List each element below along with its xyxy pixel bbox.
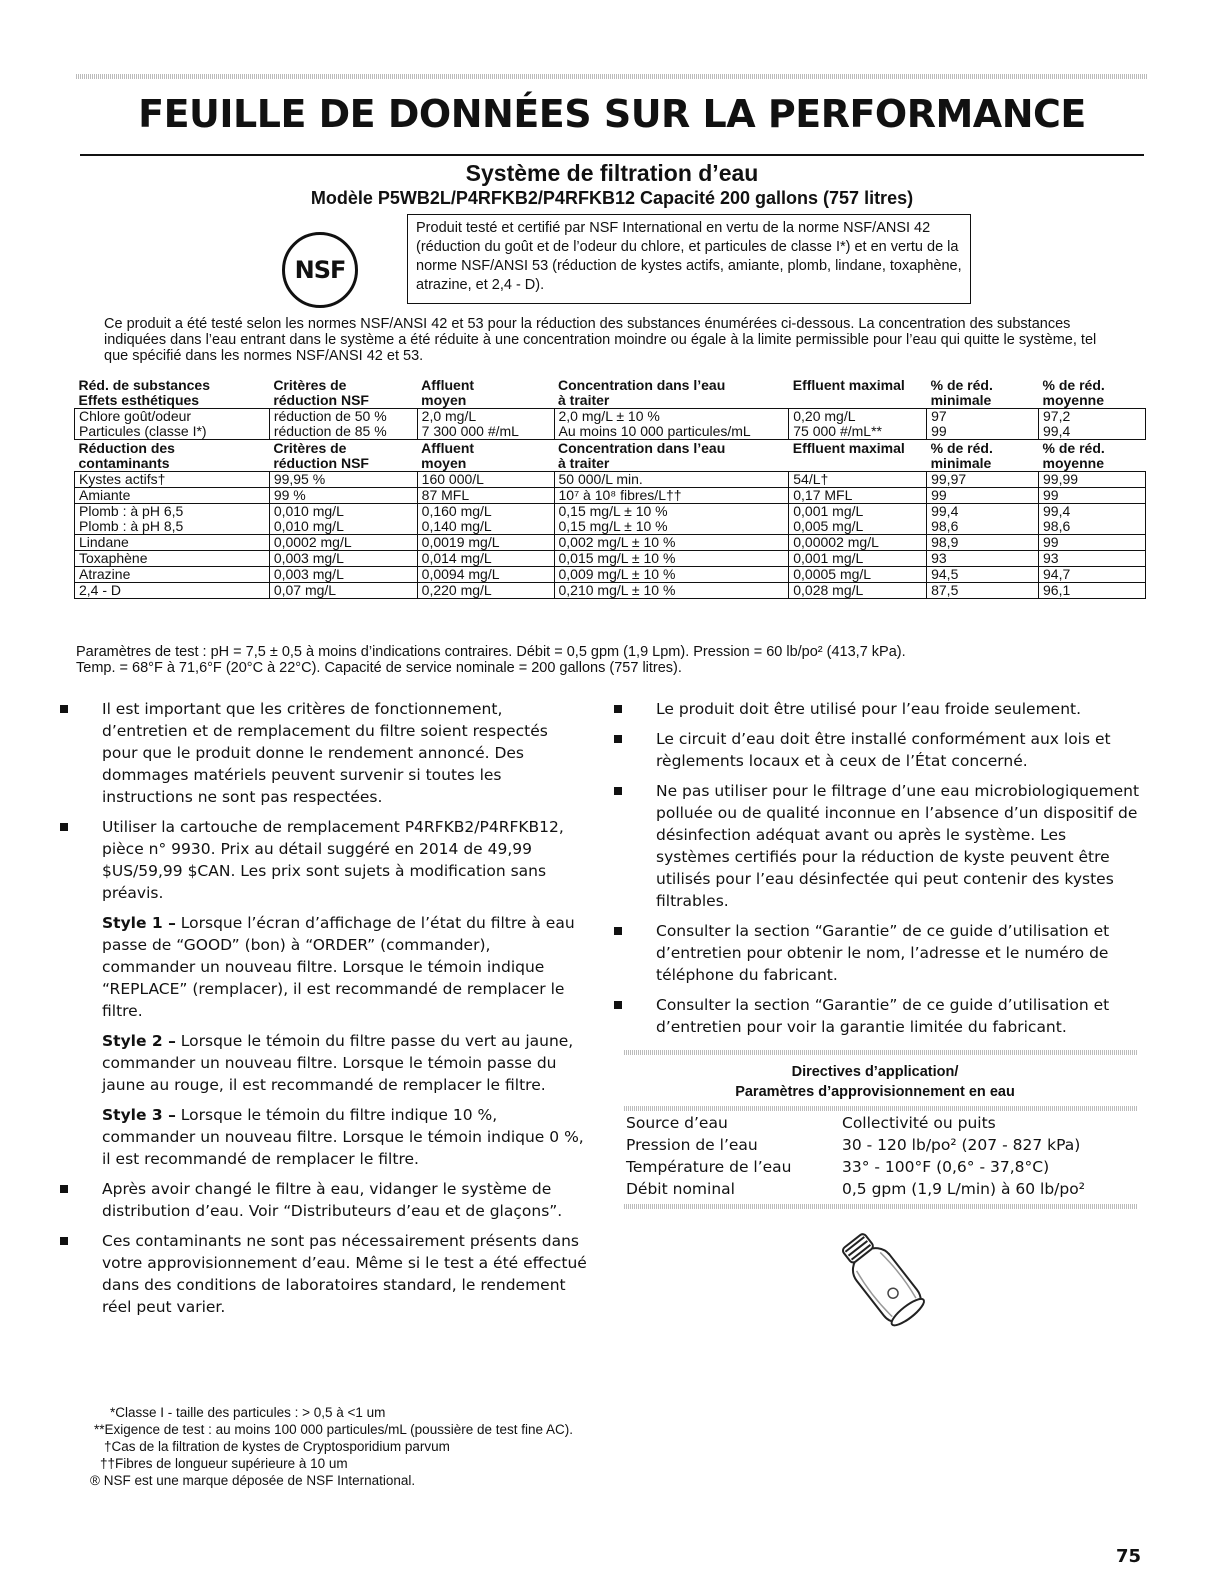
table-cell: 0,0019 mg/L: [417, 535, 554, 551]
directive-value: 30 - 120 lb/po² (207 - 827 kPa): [842, 1136, 1081, 1154]
table-header-cell: Effluent maximal: [792, 377, 905, 393]
table-row: [75, 567, 1146, 583]
table-cell: 0,010 mg/L 0,010 mg/L: [269, 504, 417, 535]
table-header-cell: % de réd. minimale: [930, 377, 993, 408]
table-header-row: [75, 440, 1146, 472]
bullet-icon: [60, 823, 68, 831]
style-text: Lorsque l’écran d’affichage de l’état du filtre à eau passe de “GOOD” (bon) à “ORDER” (commander), commander un nouveau filtre. Lorsque le témoin indique “REPLACE” (remplacer), il est recommandé de remplacer le filtre.: [102, 914, 575, 1020]
bullet-icon: [614, 1001, 622, 1009]
style-2-paragraph: [102, 1030, 588, 1096]
table-cell: 0,001 mg/L 0,005 mg/L: [789, 504, 927, 535]
table-header-cell: Concentration dans l’eau à traiter: [558, 377, 726, 408]
table-header-cell: Réd. de substances Effets esthétiques: [78, 377, 210, 408]
footnote: *Classe I - taille des particules : > 0,5 à <1 um: [110, 1405, 386, 1420]
directives-table: [626, 1112, 1085, 1200]
table-cell: 10⁷ à 10⁸ fibres/L††: [554, 488, 789, 504]
footnote: **Exigence de test : au moins 100 000 particules/mL (poussière de test fine AC).: [94, 1422, 574, 1437]
table-row: [75, 583, 1146, 599]
model-line: Modèle P5WB2L/P4RFKB2/P4RFKB12 Capacité 200 gallons (757 litres): [310, 188, 914, 208]
test-parameters: [76, 644, 1136, 676]
table-header-cell: Effluent maximal: [792, 440, 905, 456]
directive-label: Débit nominal: [626, 1180, 735, 1198]
table-cell: 0,0094 mg/L: [417, 567, 554, 583]
section-subtitle: Système de filtration d’eau: [465, 160, 759, 186]
table-header-cell: % de réd. moyenne: [1042, 440, 1105, 471]
table-cell: réduction de 50 % réduction de 85 %: [269, 409, 417, 440]
table-cell: Atrazine: [75, 567, 270, 583]
list-item-text: Consulter la section “Garantie” de ce guide d’utilisation et d’entretien pour voir la garantie limitée du fabricant.: [656, 996, 1110, 1036]
list-item: [60, 1178, 588, 1222]
table-cell: 0,17 MFL: [789, 488, 927, 504]
directives-row: [626, 1134, 1085, 1156]
table-cell: Chlore goût/odeur Particules (classe I*): [75, 409, 270, 440]
performance-table-body: [75, 377, 1146, 599]
table-cell: 2,0 mg/L 7 300 000 #/mL: [417, 409, 554, 440]
table-cell: 97 99: [927, 409, 1039, 440]
intro-paragraph: Ce produit a été testé selon les normes NSF/ANSI 42 et 53 pour la réduction des substances énumérées ci-dessous. La concentration des substances indiquées dans l’eau entrant dans le système a été réduite à une concentration moindre ou égale à la limite permissible pour l’eau qui quitte le système, tel que spécifié dans les normes NSF/ANSI 42 et 53.: [104, 316, 1097, 364]
table-cell: 87 MFL: [417, 488, 554, 504]
list-item: [614, 994, 1144, 1038]
table-cell: 0,220 mg/L: [417, 583, 554, 599]
list-item-text: Ces contaminants ne sont pas nécessairement présents dans votre approvisionnement d’eau. Même si le test a été effectué dans des conditions de laboratoires standard, le rendement réel peut varier.: [102, 1232, 587, 1316]
table-cell: 0,028 mg/L: [789, 583, 927, 599]
performance-table: [74, 377, 1146, 599]
table-cell: 93: [927, 551, 1039, 567]
table-row: [75, 504, 1146, 535]
list-item-text: Après avoir changé le filtre à eau, vidanger le système de distribution d’eau. Voir “Distributeurs d’eau et de glaçons”.: [102, 1180, 563, 1220]
table-cell: Lindane: [75, 535, 270, 551]
table-cell: Toxaphène: [75, 551, 270, 567]
footnote: †Cas de la filtration de kystes de Cryptosporidium parvum: [104, 1439, 450, 1454]
list-item: [614, 920, 1144, 986]
left-column: [60, 698, 588, 1326]
nsf-logo-icon: [282, 232, 358, 308]
top-dotted-rule: [76, 74, 1148, 79]
table-cell: Kystes actifs†: [75, 472, 270, 488]
directive-label: Pression de l’eau: [626, 1136, 758, 1154]
table-cell: 94,5: [927, 567, 1039, 583]
table-cell: Amiante: [75, 488, 270, 504]
test-params-line: Paramètres de test : pH = 7,5 ± 0,5 à moins d’indications contraires. Débit = 0,5 gpm (1,9 Lpm). Pression = 60 lb/po² (413,7 kPa).: [76, 644, 906, 660]
style-3-paragraph: [102, 1104, 588, 1170]
table-cell: 0,15 mg/L ± 10 % 0,15 mg/L ± 10 %: [554, 504, 789, 535]
table-cell: 99,4 98,6: [927, 504, 1039, 535]
list-item-text: Le circuit d’eau doit être installé conformément aux lois et règlements locaux et à ceux de l’État concerné.: [656, 730, 1111, 770]
directives-table-body: [626, 1112, 1085, 1200]
list-item: [60, 1230, 588, 1318]
table-cell: 0,014 mg/L: [417, 551, 554, 567]
table-cell: 99,95 %: [269, 472, 417, 488]
bullet-icon: [60, 1237, 68, 1245]
table-header-cell: Réduction des contaminants: [78, 440, 175, 471]
footnote: ††Fibres de longueur supérieure à 10 um: [100, 1456, 348, 1471]
list-item: [614, 698, 1144, 720]
directive-value: Collectivité ou puits: [842, 1114, 996, 1132]
table-header-cell: Concentration dans l’eau à traiter: [558, 440, 726, 471]
table-cell: 160 000/L: [417, 472, 554, 488]
table-cell: 50 000/L min.: [554, 472, 789, 488]
table-cell: 0,210 mg/L ± 10 %: [554, 583, 789, 599]
table-header-cell: Affluent moyen: [421, 440, 475, 471]
table-cell: 99,97: [927, 472, 1039, 488]
list-item-text: Le produit doit être utilisé pour l’eau froide seulement.: [656, 700, 1082, 718]
list-item-text: Utiliser la cartouche de remplacement P4RFKB2/P4RFKB12, pièce n° 9930. Prix au détail suggéré en 2014 de 49,99 $US/59,99 $CAN. Les prix sont sujets à modification sans préavis.: [102, 818, 564, 902]
table-header-row: [75, 377, 1146, 409]
table-cell: 94,7: [1039, 567, 1146, 583]
table-cell: 0,20 mg/L 75 000 #/mL**: [789, 409, 927, 440]
bullet-icon: [614, 705, 622, 713]
nsf-certification-box: Produit testé et certifié par NSF International en vertu de la norme NSF/ANSI 42 (réduction du goût et de l’odeur du chlore, et particules de classe I*) et en vertu de la norme NSF/ANSI 53 (réduction de kystes actifs, amiante, plomb, lindane, toxaphène, atrazine, et 2,4 - D).: [407, 214, 971, 304]
title-rule: [80, 154, 1144, 156]
directives-title-line: Directives d’application/: [791, 1064, 959, 1080]
table-cell: 99: [927, 488, 1039, 504]
directive-value: 0,5 gpm (1,9 L/min) à 60 lb/po²: [842, 1180, 1085, 1198]
table-cell: Plomb : à pH 6,5 Plomb : à pH 8,5: [75, 504, 270, 535]
list-item: [60, 698, 588, 808]
table-header-cell: Critères de réduction NSF: [273, 440, 369, 471]
table-cell: 0,07 mg/L: [269, 583, 417, 599]
style-label: Style 1 –: [102, 914, 176, 932]
list-item: [60, 816, 588, 904]
table-header-cell: % de réd. minimale: [930, 440, 993, 471]
water-filter-cartridge-icon: [818, 1222, 948, 1342]
footnote: ® NSF est une marque déposée de NSF International.: [90, 1473, 416, 1488]
nsf-logo-text: NSF: [294, 256, 346, 284]
table-cell: 2,0 mg/L ± 10 % Au moins 10 000 particules/mL: [554, 409, 789, 440]
directives-title-line: Paramètres d’approvisionnement en eau: [735, 1084, 1015, 1100]
table-cell: 54/L†: [789, 472, 927, 488]
table-cell: 99,99: [1039, 472, 1146, 488]
directives-row: [626, 1178, 1085, 1200]
table-header-cell: Affluent moyen: [421, 377, 475, 408]
directives-row: [626, 1156, 1085, 1178]
table-cell: 0,00002 mg/L: [789, 535, 927, 551]
directives-bottom-rule: [624, 1204, 1138, 1209]
table-cell: 93: [1039, 551, 1146, 567]
bullet-icon: [614, 735, 622, 743]
directives-row: [626, 1112, 1085, 1134]
directives-top-rule: [624, 1050, 1138, 1055]
table-cell: 99,4 98,6: [1039, 504, 1146, 535]
style-1-paragraph: [102, 912, 588, 1022]
table-cell: 0,015 mg/L ± 10 %: [554, 551, 789, 567]
bullet-icon: [60, 1185, 68, 1193]
list-item-text: Consulter la section “Garantie” de ce guide d’utilisation et d’entretien pour obtenir le nom, l’adresse et le numéro de téléphone du fabricant.: [656, 922, 1110, 984]
directives-title: [620, 1062, 1130, 1102]
footnotes: [90, 1404, 573, 1489]
style-label: Style 2 –: [102, 1032, 176, 1050]
table-cell: 99: [1039, 488, 1146, 504]
table-cell: 97,2 99,4: [1039, 409, 1146, 440]
table-cell: 98,9: [927, 535, 1039, 551]
table-cell: 0,003 mg/L: [269, 567, 417, 583]
style-text: Lorsque le témoin du filtre passe du vert au jaune, commander un nouveau filtre. Lorsque le témoin passe du jaune au rouge, il est recommandé de remplacer le filtre.: [102, 1032, 574, 1094]
bullet-icon: [614, 927, 622, 935]
page-title: FEUILLE DE DONNÉES SUR LA PERFORMANCE: [138, 92, 1086, 136]
list-item: [614, 780, 1144, 912]
style-text: Lorsque le témoin du filtre indique 10 %, commander un nouveau filtre. Lorsque le témoin indique 0 %, il est recommandé de remplacer le filtre.: [102, 1106, 584, 1168]
list-item-text: Ne pas utiliser pour le filtrage d’une eau microbiologiquement polluée ou de qualité inconnue en l’absence d’un dispositif de désinfection adéquat avant ou après le système. Les systèmes certifiés pour la réduction de kyste peuvent être utilisés pour l’eau désinfectée qui peut contenir des kystes filtrables.: [656, 782, 1140, 910]
table-cell: 0,0005 mg/L: [789, 567, 927, 583]
directive-value: 33° - 100°F (0,6° - 37,8°C): [842, 1158, 1050, 1176]
table-header-cell: % de réd. moyenne: [1042, 377, 1105, 408]
table-cell: 99: [1039, 535, 1146, 551]
style-label: Style 3 –: [102, 1106, 176, 1124]
table-cell: 0,160 mg/L 0,140 mg/L: [417, 504, 554, 535]
list-item-text: Il est important que les critères de fonctionnement, d’entretien et de remplacement du filtre soient respectés pour que le produit donne le rendement annoncé. Des dommages matériels peuvent survenir si toutes les instructions ne sont pas respectées.: [102, 700, 548, 806]
table-header-cell: Critères de réduction NSF: [273, 377, 369, 408]
table-row: [75, 472, 1146, 488]
table-cell: 2,4 - D: [75, 583, 270, 599]
table-cell: 0,003 mg/L: [269, 551, 417, 567]
table-row: [75, 535, 1146, 551]
list-item: [614, 728, 1144, 772]
table-row: [75, 488, 1146, 504]
table-cell: 0,009 mg/L ± 10 %: [554, 567, 789, 583]
table-cell: 99 %: [269, 488, 417, 504]
bullet-icon: [60, 705, 68, 713]
right-column: [614, 698, 1144, 1046]
directives-header-rule: [624, 1106, 1138, 1111]
bullet-icon: [614, 787, 622, 795]
test-params-line: Temp. = 68°F à 71,6°F (20°C à 22°C). Capacité de service nominale = 200 gallons (757 litres).: [76, 660, 682, 676]
page-number: 75: [1116, 1546, 1142, 1567]
table-cell: 87,5: [927, 583, 1039, 599]
directive-label: Source d’eau: [626, 1114, 728, 1132]
table-row: [75, 551, 1146, 567]
table-cell: 0,001 mg/L: [789, 551, 927, 567]
directive-label: Température de l’eau: [626, 1158, 792, 1176]
table-cell: 96,1: [1039, 583, 1146, 599]
table-cell: 0,0002 mg/L: [269, 535, 417, 551]
table-cell: 0,002 mg/L ± 10 %: [554, 535, 789, 551]
table-row: [75, 409, 1146, 440]
